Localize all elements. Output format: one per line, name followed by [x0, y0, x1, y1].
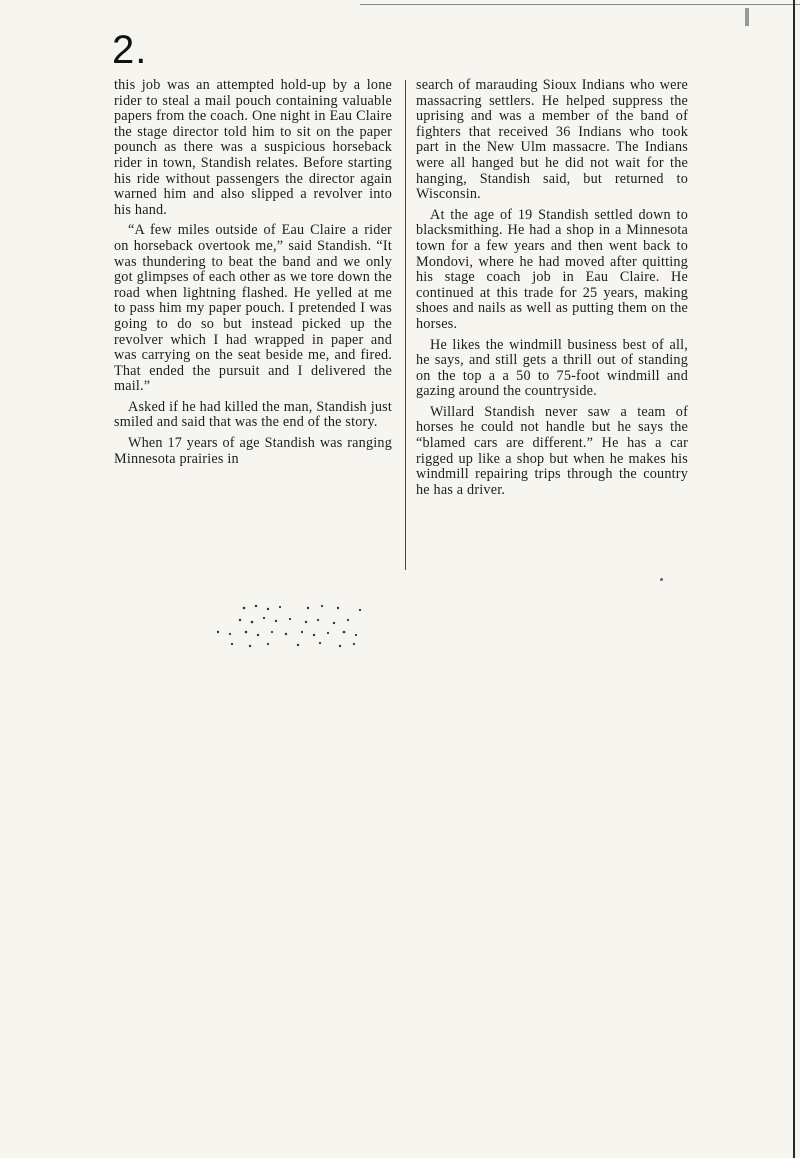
- scan-right-edge: [793, 0, 795, 1158]
- ink-speck: [660, 578, 663, 581]
- paragraph: When 17 years of age Standish was ranging Minnesota prairies in: [114, 435, 392, 467]
- article-column-left: [114, 78, 392, 472]
- paragraph: He likes the windmill business best of all, he says, and still gets a thrill out of standing on the top a a 50 to 75-foot windmill and gazing around the countryside.: [416, 336, 688, 400]
- newspaper-clipping: [114, 78, 688, 578]
- scan-edge-mark: [745, 8, 749, 26]
- article-column-right: [416, 78, 688, 503]
- scan-top-edge: [360, 4, 800, 5]
- paragraph: Asked if he had killed the man, Standish just smiled and said that was the end of the story.: [114, 398, 392, 431]
- paragraph: search of marauding Sioux Indians who were massacring settlers. He helped suppress the uprising and was a member of the band of fighters that received 36 Indians who took part in the New Ulm massacre. The Indians were all hanged but he did not wait for the hanging, Standish said, but returned to Wisconsin.: [416, 77, 688, 203]
- paragraph: this job was an attempted hold-up by a lone rider to steal a mail pouch containing valuable papers from the coach. One night in Eau Claire the stage director told him to sit on the paper pounch as there was a suspicious horseback rider in town, Standish relates. Before starting his ride without passengers the director again warned him and also slipped a revolver into his hand.: [114, 77, 392, 218]
- paragraph: Willard Standish never saw a team of horses he could not handle but he says the “blamed cars are different.” He has a car rigged up like a shop but when he makes his windmill repairing trips through the country he has a driver.: [416, 403, 688, 498]
- handwritten-page-number: 2.: [112, 28, 148, 72]
- column-rule: [405, 80, 406, 570]
- paragraph: At the age of 19 Standish settled down to blacksmithing. He had a shop in a Minnesota town for a few years and then went back to Mondovi, where he had moved after quitting his stage coach job in Eau Claire. He continued at this trade for 25 years, making shoes and nails as well as putting them on the horses.: [416, 206, 688, 332]
- paragraph: “A few miles outside of Eau Claire a rider on horseback overtook me,” said Standish. “It was thundering to beat the band and we only got glimpses of each other as we tore down the road when lightning flashed. He yelled at me to pass him my paper pouch. I pretended I was going to do so but instead picked up the revolver which I had wrapped in paper and was carrying on the seat beside me, and fired. That ended the pursuit and I delivered the mail.”: [114, 222, 392, 395]
- dotted-ink-smudge: [210, 602, 370, 650]
